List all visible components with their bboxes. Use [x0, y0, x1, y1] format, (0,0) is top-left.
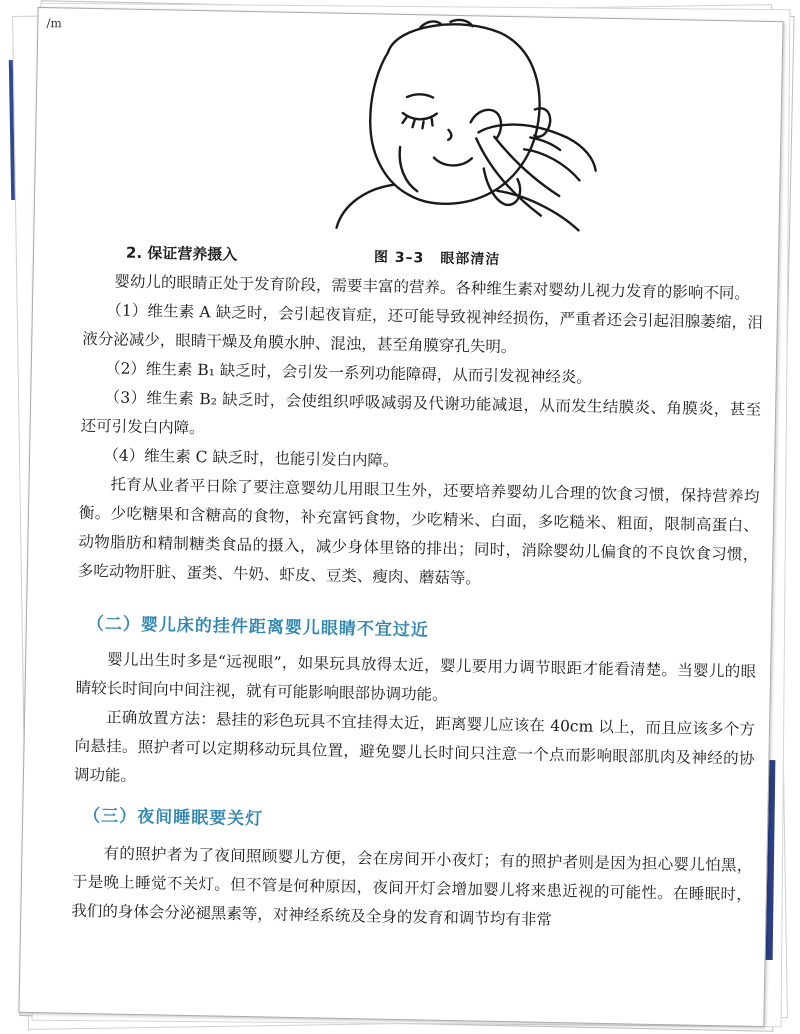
figure-label: 图 3–3 — [373, 249, 425, 267]
subsection-body — [74, 645, 757, 803]
corner-mark: /m — [46, 16, 62, 31]
section-body — [78, 267, 764, 599]
paragraph: 婴幼儿的眼睛正处于发育阶段，需要丰富的营养。各种维生素对婴幼儿视力发育的影响不同。 — [114, 272, 751, 303]
paragraph: 有的照护者为了夜间照顾婴儿方便，会在房间开小夜灯；有的照护者则是因为担心婴儿怕黑，于是晚上睡觉不关灯。但不管是何种原因，夜间开灯会增加婴儿将来患近视的可能性。在睡眠时，我们的身体会分泌褪黑素等，对神经系统及全身的发育和调节均有非常 — [71, 844, 753, 929]
paragraph: （4）维生素 C 缺乏时，也能引发白内障。 — [103, 446, 399, 470]
paragraph: （3）维生素 B₂ 缺乏时，会使组织呼吸减弱及代谢功能减退，从而发生结膜炎、角膜炎，甚至还可引发白内障。 — [80, 388, 762, 438]
section-heading: 2. 保证营养摄入 — [125, 243, 238, 264]
paragraph: （1）维生素 A 缺乏时，会引起夜盲症，还可能导致视神经损伤，严重者还会引起泪腺萎缩，泪液分泌减少，眼睛干燥及角膜水肿、混浊，甚至角膜穿孔失明。 — [82, 301, 763, 357]
book-page — [18, 7, 783, 1027]
paragraph: 正确放置方法：悬挂的彩色玩具不宜挂得太近，距离婴儿应该在 40cm 以上，而且应该多个方向悬挂。照护者可以定期移动玩具位置，避免婴儿长时间只注意一个点而影响眼部肌肉及神经的协调功能。 — [73, 708, 756, 785]
paragraph: 婴儿出生时多是“远视眼”，如果玩具放得太近，婴儿要用力调节眼距才能看清楚。当婴儿的眼睛较长时间向中间注视，就有可能影响眼部协调功能。 — [75, 650, 757, 704]
paragraph: （2）维生素 B₁ 缺乏时，会引发一系列功能障碍，从而引发视神经炎。 — [104, 359, 592, 387]
subsection-heading: （三）夜间睡眠要关灯 — [83, 805, 264, 830]
figure-caption — [374, 246, 501, 268]
subsection-heading: （二）婴儿床的挂件距离婴儿眼睛不宜过近 — [86, 613, 430, 641]
subsection-body — [71, 839, 753, 939]
baby-eye-cleaning-illustration — [296, 15, 600, 243]
figure-title: 眼部清洁 — [440, 250, 501, 268]
paragraph: 托育从业者平日除了要注意婴幼儿用眼卫生外，还要培养婴幼儿合理的饮食习惯，保持营养均衡。少吃糖果和含糖高的食物，补充富钙食物，少吃精米、白面，多吃糙米、粗面，限制高蛋白、动物脂肪和精制糖类食品的摄入，减少身体里铬的排出；同时，消除婴幼儿偏食的不良饮食习惯，多吃动物肝脏、蛋类、牛奶、虾皮、豆类、瘦肉、蘑菇等。 — [77, 475, 760, 588]
